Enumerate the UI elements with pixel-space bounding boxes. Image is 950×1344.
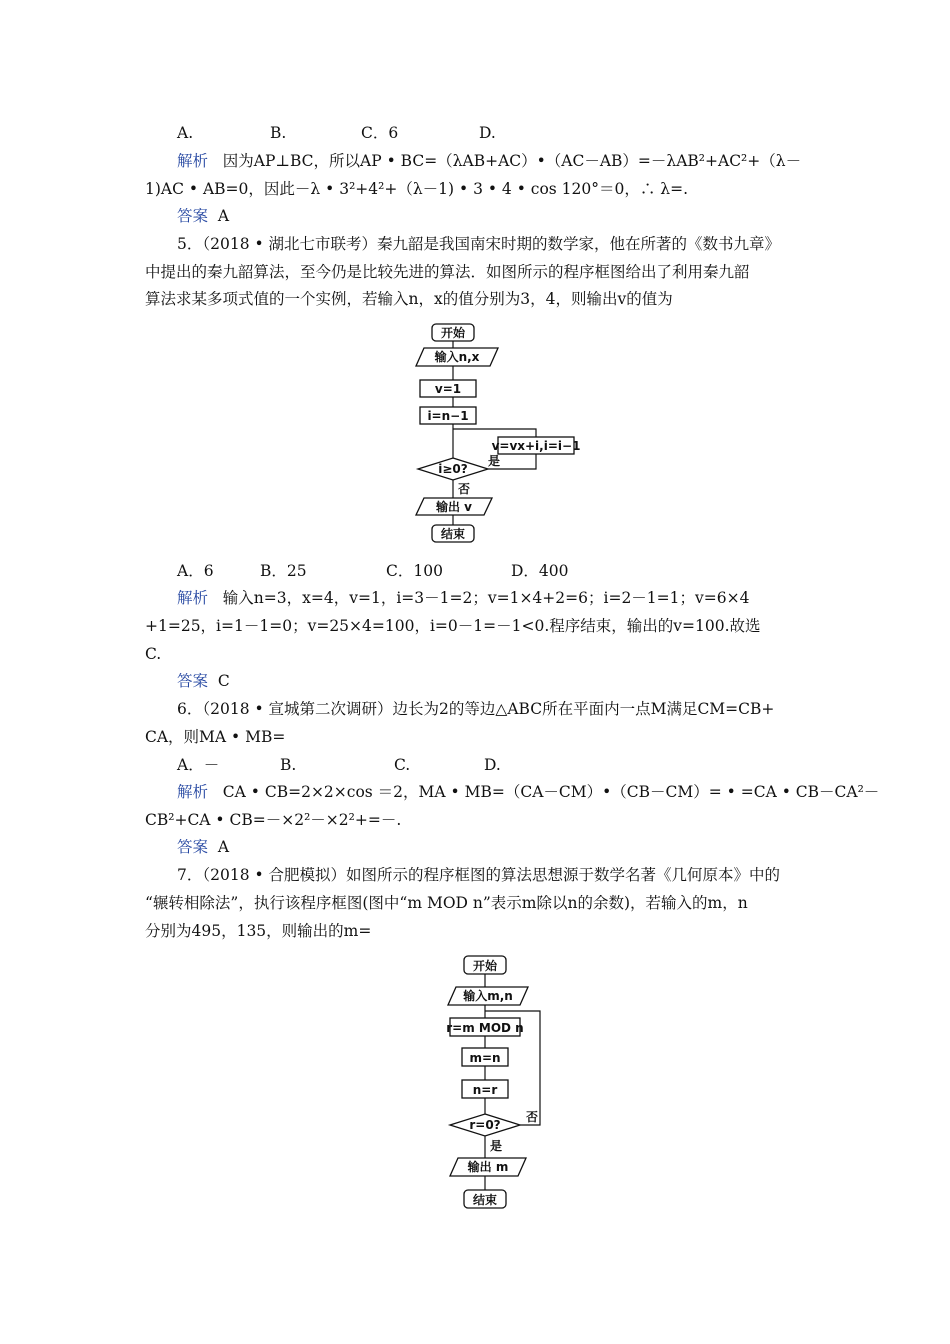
fc5-end-text: 结束 xyxy=(440,527,466,541)
q4-analysis-text-1: 因为AP⊥BC，所以AP • BC=（λAB+AC）•（AC－AB）=－λAB²+AC²+（λ－ xyxy=(222,152,802,170)
fc7-start-text: 开始 xyxy=(472,959,498,973)
q4-answer-value: A xyxy=(217,207,230,225)
q6-analysis-line-1 xyxy=(177,782,879,802)
q4-analysis-line-2: 1)AC • AB=0，因此－λ • 3²+4²+（λ－1) • 3 • 4 • cos 120°＝0，∴ λ=. xyxy=(145,180,689,198)
fc7-mod-text: r=m MOD n xyxy=(446,1021,524,1035)
fc7-nr-text: n=r xyxy=(472,1083,498,1097)
fc7-yes-label: 是 xyxy=(490,1139,503,1153)
answer-label: 答案 xyxy=(177,672,209,690)
answer-label: 答案 xyxy=(177,207,209,225)
q5-option-b: B．25 xyxy=(260,562,307,580)
q6-option-b: B. xyxy=(280,756,297,774)
fc5-input-text: 输入n,x xyxy=(434,350,480,364)
q4-option-b: B. xyxy=(270,124,287,142)
q4-analysis-line-1 xyxy=(177,151,801,171)
q5-option-a: A．6 xyxy=(177,562,214,580)
fc5-loop-text: v=vx+i,i=i−1 xyxy=(491,439,581,453)
q7-stem-line-1: 7．（2018 • 合肥模拟）如图所示的程序框图的算法思想源于数学名著《几何原本》中的 xyxy=(177,866,781,884)
fc7-condition-text: r=0? xyxy=(469,1118,501,1132)
q5-options xyxy=(177,561,569,581)
q6-stem-line-2: CA，则MA • MB= xyxy=(145,728,286,746)
answer-label: 答案 xyxy=(177,838,209,856)
fc5-i1-text: i=n−1 xyxy=(427,409,469,423)
q6-stem-line-1: 6．（2018 • 宣城第二次调研）边长为2的等边△ABC所在平面内一点M满足CM=CB+ xyxy=(177,700,775,718)
q5-answer xyxy=(177,671,230,691)
q6-option-d: D. xyxy=(484,756,501,774)
fc7-end-text: 结束 xyxy=(472,1193,498,1207)
q6-option-c: C. xyxy=(394,756,411,774)
q5-stem-line-1: 5．（2018 • 湖北七市联考）秦九韶是我国南宋时期的数学家，他在所著的《数书九章》 xyxy=(177,235,781,253)
q6-answer xyxy=(177,837,229,857)
analysis-label: 解析 xyxy=(177,152,209,170)
q6-analysis-line-2: CB²+CA • CB=－×2²－×2²+=－. xyxy=(145,811,402,829)
q4-option-d: D. xyxy=(479,124,496,142)
q4-option-a: A. xyxy=(177,124,194,142)
q5-flowchart xyxy=(400,318,600,548)
q5-analysis-text-1: 输入n=3，x=4，v=1，i=3－1=2；v=1×4+2=6；i=2－1=1；v=6×4 xyxy=(222,589,750,607)
fc5-no-label: 否 xyxy=(458,482,471,496)
q7-stem-line-3: 分别为495，135，则输出的m= xyxy=(145,922,372,940)
fc7-mn-text: m=n xyxy=(469,1051,501,1065)
q6-options xyxy=(177,755,501,775)
fc5-condition-text: i≥0? xyxy=(438,462,468,476)
fc5-yes-label: 是 xyxy=(488,454,501,468)
fc7-no-label: 否 xyxy=(526,1110,539,1124)
q5-stem-line-3: 算法求某多项式值的一个实例，若输入n，x的值分别为3，4，则输出v的值为 xyxy=(145,290,673,308)
fc5-start-text: 开始 xyxy=(440,326,466,340)
fc5-v1-text: v=1 xyxy=(434,382,462,396)
q5-stem-line-2: 中提出的秦九韶算法，至今仍是比较先进的算法．如图所示的程序框图给出了利用秦九韶 xyxy=(145,263,750,281)
q5-analysis-line-3: C. xyxy=(145,645,162,663)
fc7-output-text: 输出 m xyxy=(467,1160,509,1174)
q7-flowchart xyxy=(440,950,580,1218)
q7-stem-line-2: “辗转相除法”，执行该程序框图(图中“m MOD n”表示m除以n的余数)，若输入的m，n xyxy=(145,894,748,912)
q6-answer-value: A xyxy=(217,838,230,856)
q6-option-a: A．－ xyxy=(177,756,220,774)
fc7-input-text: 输入m,n xyxy=(463,989,513,1003)
q5-analysis-line-1 xyxy=(177,588,749,608)
q4-options xyxy=(177,123,496,143)
analysis-label: 解析 xyxy=(177,783,209,801)
analysis-label: 解析 xyxy=(177,589,209,607)
q5-analysis-line-2: +1=25，i=1－1=0；v=25×4=100，i=0－1=－1<0.程序结束，输出的v=100.故选 xyxy=(145,617,761,635)
fc5-output-text: 输出 v xyxy=(435,500,473,514)
q5-option-c: C．100 xyxy=(386,562,443,580)
q4-option-c: C．6 xyxy=(361,124,399,142)
q6-analysis-text-1: CA • CB=2×2×cos ＝2，MA • MB=（CA－CM）•（CB－CM）= • =CA • CB－CA²－ xyxy=(222,783,880,801)
q4-answer xyxy=(177,206,229,226)
q5-option-d: D．400 xyxy=(511,562,569,580)
q5-answer-value: C xyxy=(217,672,230,690)
